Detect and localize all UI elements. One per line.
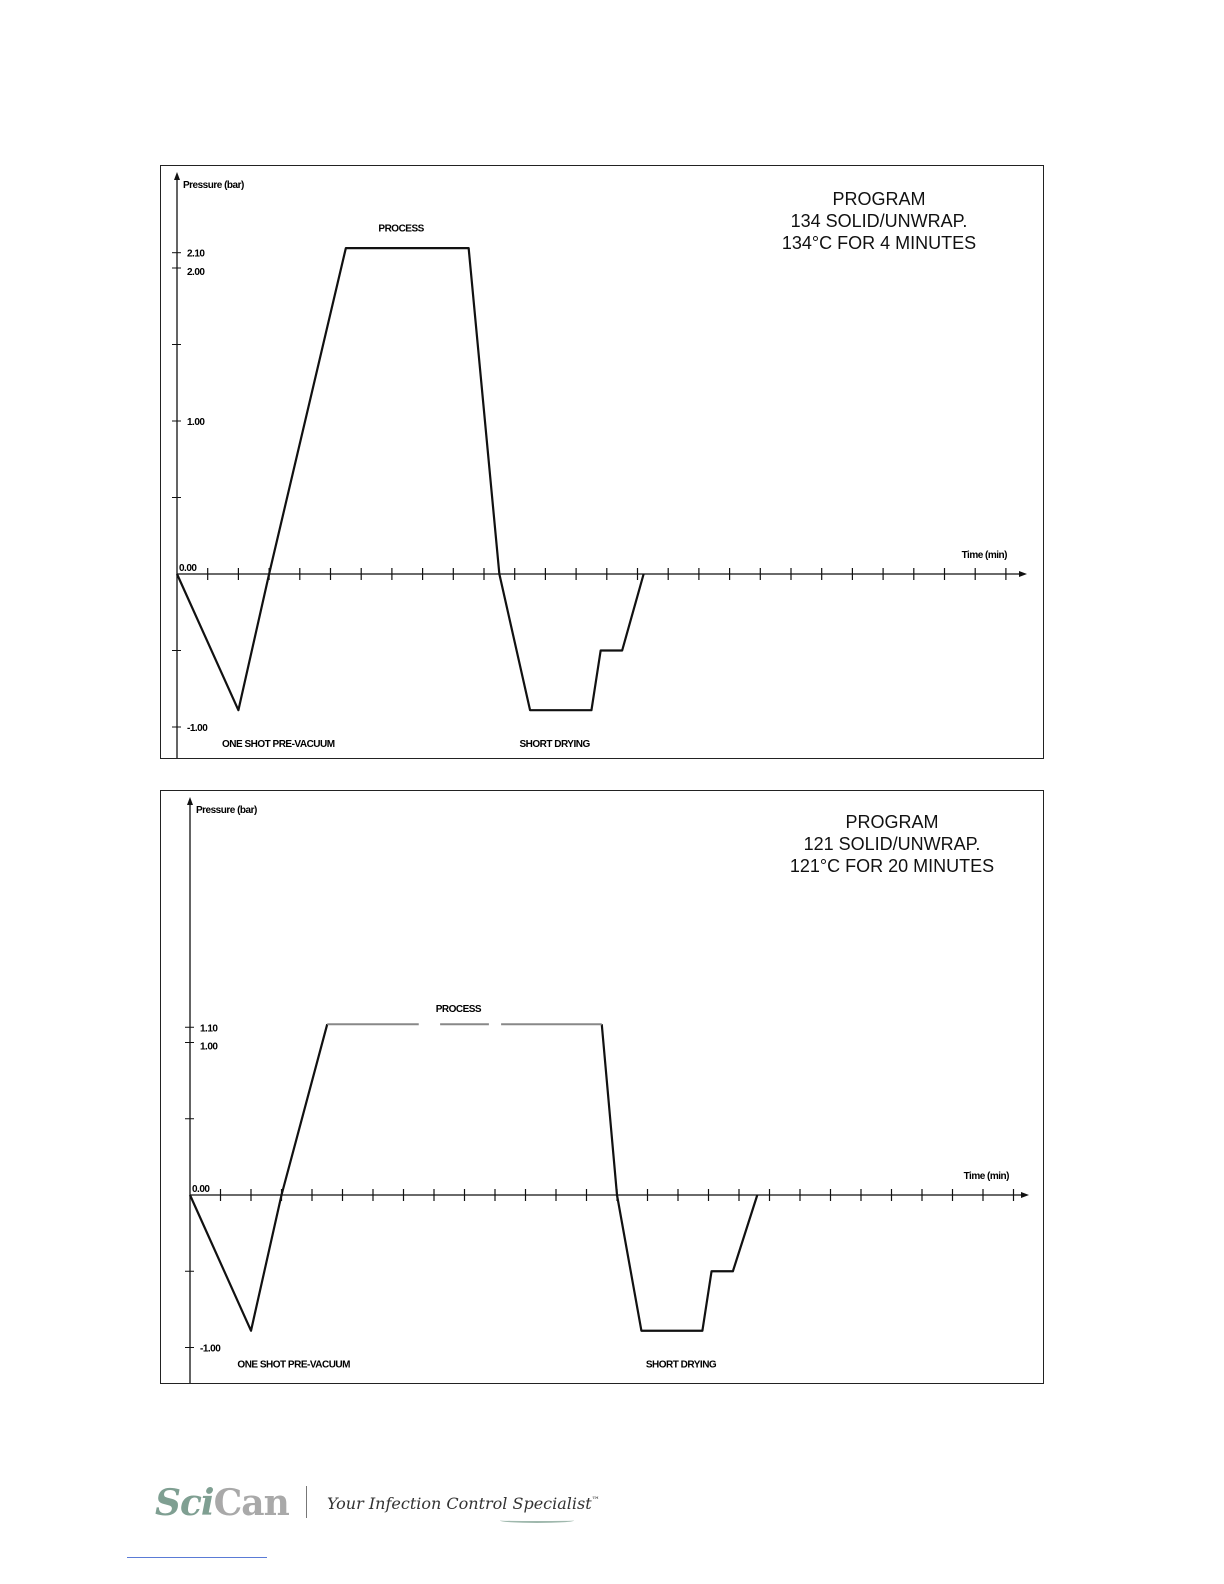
program-line: PROGRAM xyxy=(845,812,939,832)
y-axis-arrow xyxy=(187,797,193,805)
y-tick-label: 2.00 xyxy=(187,267,205,278)
y-tick-label: 0.00 xyxy=(179,563,197,574)
x-axis-arrow xyxy=(1021,1192,1029,1198)
chart-134-svg xyxy=(161,166,1043,758)
bottom-link-line xyxy=(127,1557,267,1558)
pressure-curve xyxy=(602,1024,758,1331)
program-line: 134 SOLID/UNWRAP. xyxy=(790,211,968,231)
y-tick-label: 0.00 xyxy=(192,1184,210,1195)
footer xyxy=(155,1480,615,1530)
y-tick-label: 1.00 xyxy=(187,417,205,428)
tagline xyxy=(327,1494,600,1513)
program-title-134 xyxy=(759,188,999,254)
pressure-curve xyxy=(190,1024,327,1331)
tagline-underline xyxy=(500,1518,574,1523)
x-axis-arrow xyxy=(1019,571,1027,577)
program-line: 121°C FOR 20 MINUTES xyxy=(789,856,995,876)
logo-can: Can xyxy=(213,1482,289,1524)
y-axis-label: Pressure (bar) xyxy=(183,180,244,191)
scican-logo xyxy=(155,1482,289,1524)
phase-label: ONE SHOT PRE-VACUUM xyxy=(237,1359,350,1371)
pressure-curve xyxy=(177,248,644,710)
y-tick-label: 2.10 xyxy=(187,248,205,260)
x-axis-label: Time (min) xyxy=(963,1171,1009,1182)
trademark: ™ xyxy=(591,1495,600,1505)
program-title-121 xyxy=(772,811,1012,877)
x-axis-label: Time (min) xyxy=(961,550,1007,561)
program-line: 134°C FOR 4 MINUTES xyxy=(781,233,977,253)
y-tick-label: -1.00 xyxy=(187,723,208,734)
y-axis-arrow xyxy=(174,172,180,180)
phase-label: SHORT DRYING xyxy=(519,738,590,750)
tagline-text: Your Infection Control Specialist xyxy=(327,1494,592,1513)
phase-label: SHORT DRYING xyxy=(645,1359,717,1371)
y-axis-label: Pressure (bar) xyxy=(196,805,257,816)
chart-121-program xyxy=(160,790,1044,1384)
chart-134-program xyxy=(160,165,1044,759)
phase-label: ONE SHOT PRE-VACUUM xyxy=(222,738,335,750)
logo-sci: Sci xyxy=(155,1482,214,1524)
y-tick-label: -1.00 xyxy=(200,1343,221,1355)
footer-divider xyxy=(306,1486,307,1518)
phase-label: PROCESS xyxy=(435,1004,482,1015)
program-line: 121 SOLID/UNWRAP. xyxy=(803,834,981,854)
chart-121-svg xyxy=(161,791,1043,1383)
y-tick-label: 1.10 xyxy=(200,1023,218,1035)
program-line: PROGRAM xyxy=(832,189,926,209)
phase-label: PROCESS xyxy=(378,223,424,235)
y-tick-label: 1.00 xyxy=(200,1041,218,1053)
